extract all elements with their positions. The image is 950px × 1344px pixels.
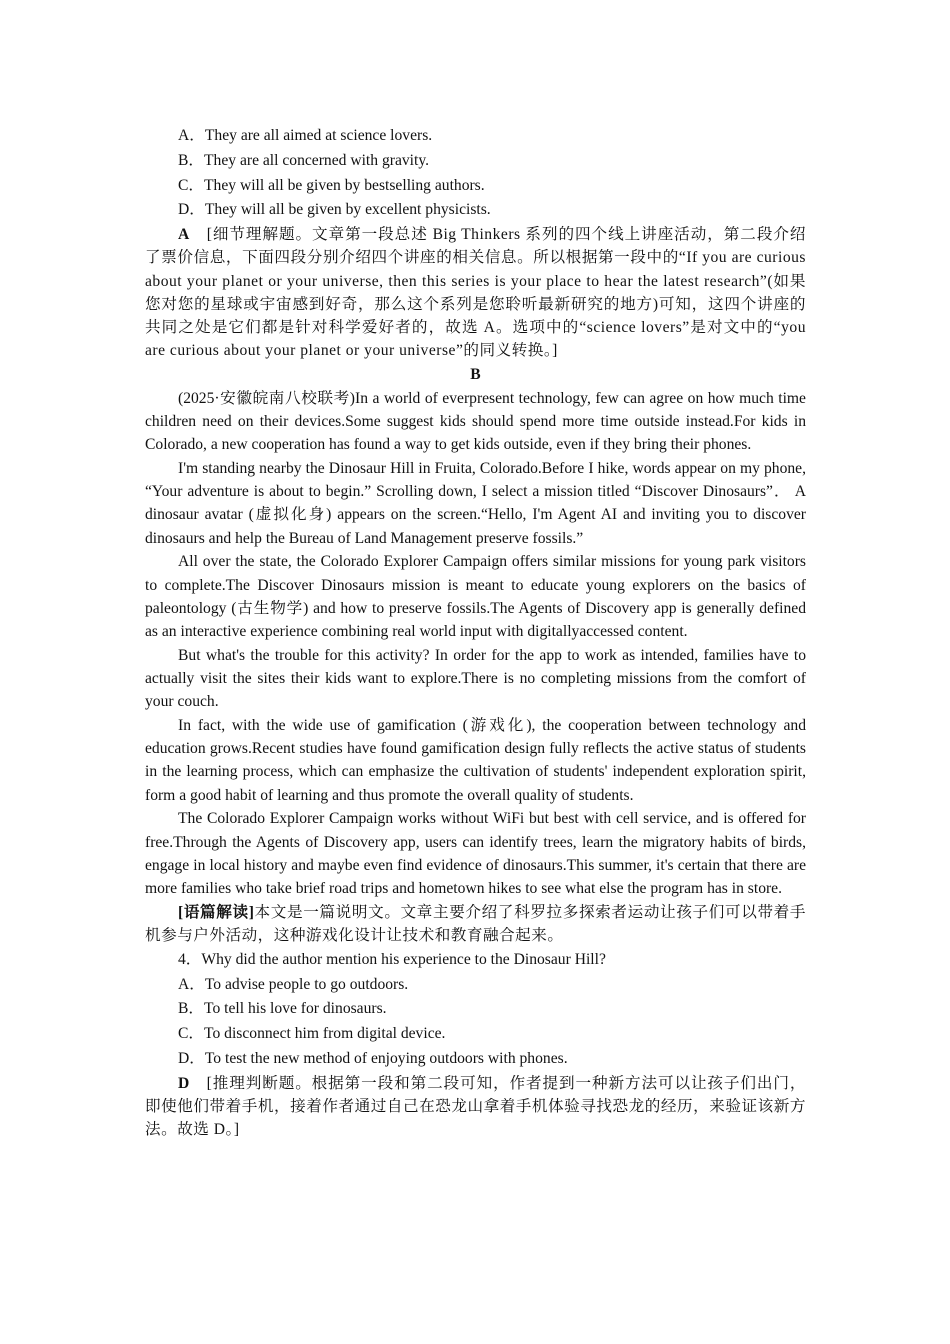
q3-option-d: D．They will all be given by excellent physicists. [178, 201, 491, 219]
passage-paragraph-2: I'm standing nearby the Dinosaur Hill in Fruita, Colorado.Before I hike, words appear on my phone, “Your adventure is about to begin.” Scrolling down, I select a mission titled “Discover Dinosaurs”． A dinosaur avatar (虚拟化身) appears on the screen.“Hello, I'm Agent AI and inviting you to discover dinosaurs and help the Bureau of Land Management preserve fossils.” [145, 460, 806, 547]
q4-answer-explanation [145, 1072, 806, 1142]
q4-answer-text: [推理判断题。根据第一段和第二段可知，作者提到一种新方法可以让孩子们出门，即使他们带着手机，接着作者通过自己在恐龙山拿着手机体验寻找恐龙的经历，来验证该新方法。故选 D。] [145, 1074, 806, 1139]
q3-answer-letter: A [178, 226, 190, 244]
passage-paragraph-1: (2025·安徽皖南八校联考)In a world of everpresent technology, few can agree on how much time children need on their devices.Some suggest kids should spend more time outside instead.For kids in Colorado, a new cooperation has found a way to get kids outside, even if they bring their phones. [145, 389, 806, 454]
analysis-text: 本文是一篇说明文。文章主要介绍了科罗拉多探索者运动让孩子们可以带着手机参与户外活动，这种游戏化设计让技术和教育融合起来。 [145, 903, 806, 945]
passage-paragraph-5: In fact, with the wide use of gamification (游戏化), the cooperation between technology and education grows.Recent studies have found gamification design fully reflects the active status of students in the learning process, which can emphasize the cultivation of students' independent exploration spirit, form a good habit of learning and thus promote the overall quality of students. [145, 717, 806, 804]
q4-stem: 4．Why did the author mention his experience to the Dinosaur Hill? [178, 950, 606, 968]
passage-paragraph-4: But what's the trouble for this activity? In order for the app to work as intended, families have to actually visit the sites their kids want to explore.There is no completing missions from the comfort of your couch. [145, 646, 806, 711]
passage-paragraph-6: The Colorado Explorer Campaign works without WiFi but best with cell service, and is offered for free.Through the Agents of Discovery app, users can identify trees, learn the migratory habits of birds, engage in local history and maybe even find evidence of dinosaurs.This summer, it's certain that there are more families who take brief road trips and hometown hikes to see what else the program has in store. [145, 810, 806, 898]
document-page [145, 124, 806, 1142]
q4-option-d: D．To test the new method of enjoying outdoors with phones. [178, 1050, 568, 1068]
q3-answer-text: [细节理解题。文章第一段总述 Big Thinkers 系列的四个线上讲座活动，第二段介绍了票价信息，下面四段分别介绍四个讲座的相关信息。所以根据第一段中的“If you are curious about your planet or your universe, then this series is your place to hear the latest research”(如果您对您的星球或宇宙感到好奇，那么这个系列是您聆听最新研究的地方)可知，这四个讲座的共同之处是它们都是针对科学爱好者的，故选 A。选项中的“science lovers”是对文中的“you are curious about your planet or your universe”的同义转换。] [145, 226, 806, 360]
passage-analysis [145, 901, 806, 947]
q3-option-a: A．They are all aimed at science lovers. [178, 127, 433, 144]
analysis-label: [语篇解读] [178, 903, 255, 921]
q3-option-b: B．They are all concerned with gravity. [178, 151, 430, 169]
section-b-heading: B [470, 366, 481, 383]
passage-source: (2025·安徽皖南八校联考) [178, 389, 355, 407]
q4-option-c: C．To disconnect him from digital device. [178, 1025, 446, 1043]
q3-option-c: C．They will all be given by bestselling authors. [178, 176, 485, 194]
q4-option-a: A．To advise people to go outdoors. [178, 975, 409, 993]
q4-option-b: B．To tell his love for dinosaurs. [178, 1000, 387, 1018]
q3-answer-explanation [145, 223, 806, 362]
q4-answer-letter: D [178, 1074, 190, 1092]
passage-paragraph-3: All over the state, the Colorado Explorer Campaign offers similar missions for young park visitors to complete.The Discover Dinosaurs mission is meant to educate young explorers on the basics of paleontology (古生物学) and how to preserve fossils.The Agents of Discovery app is generally defined as an interactive experience combining real world input with digitallyaccessed content. [145, 553, 806, 641]
